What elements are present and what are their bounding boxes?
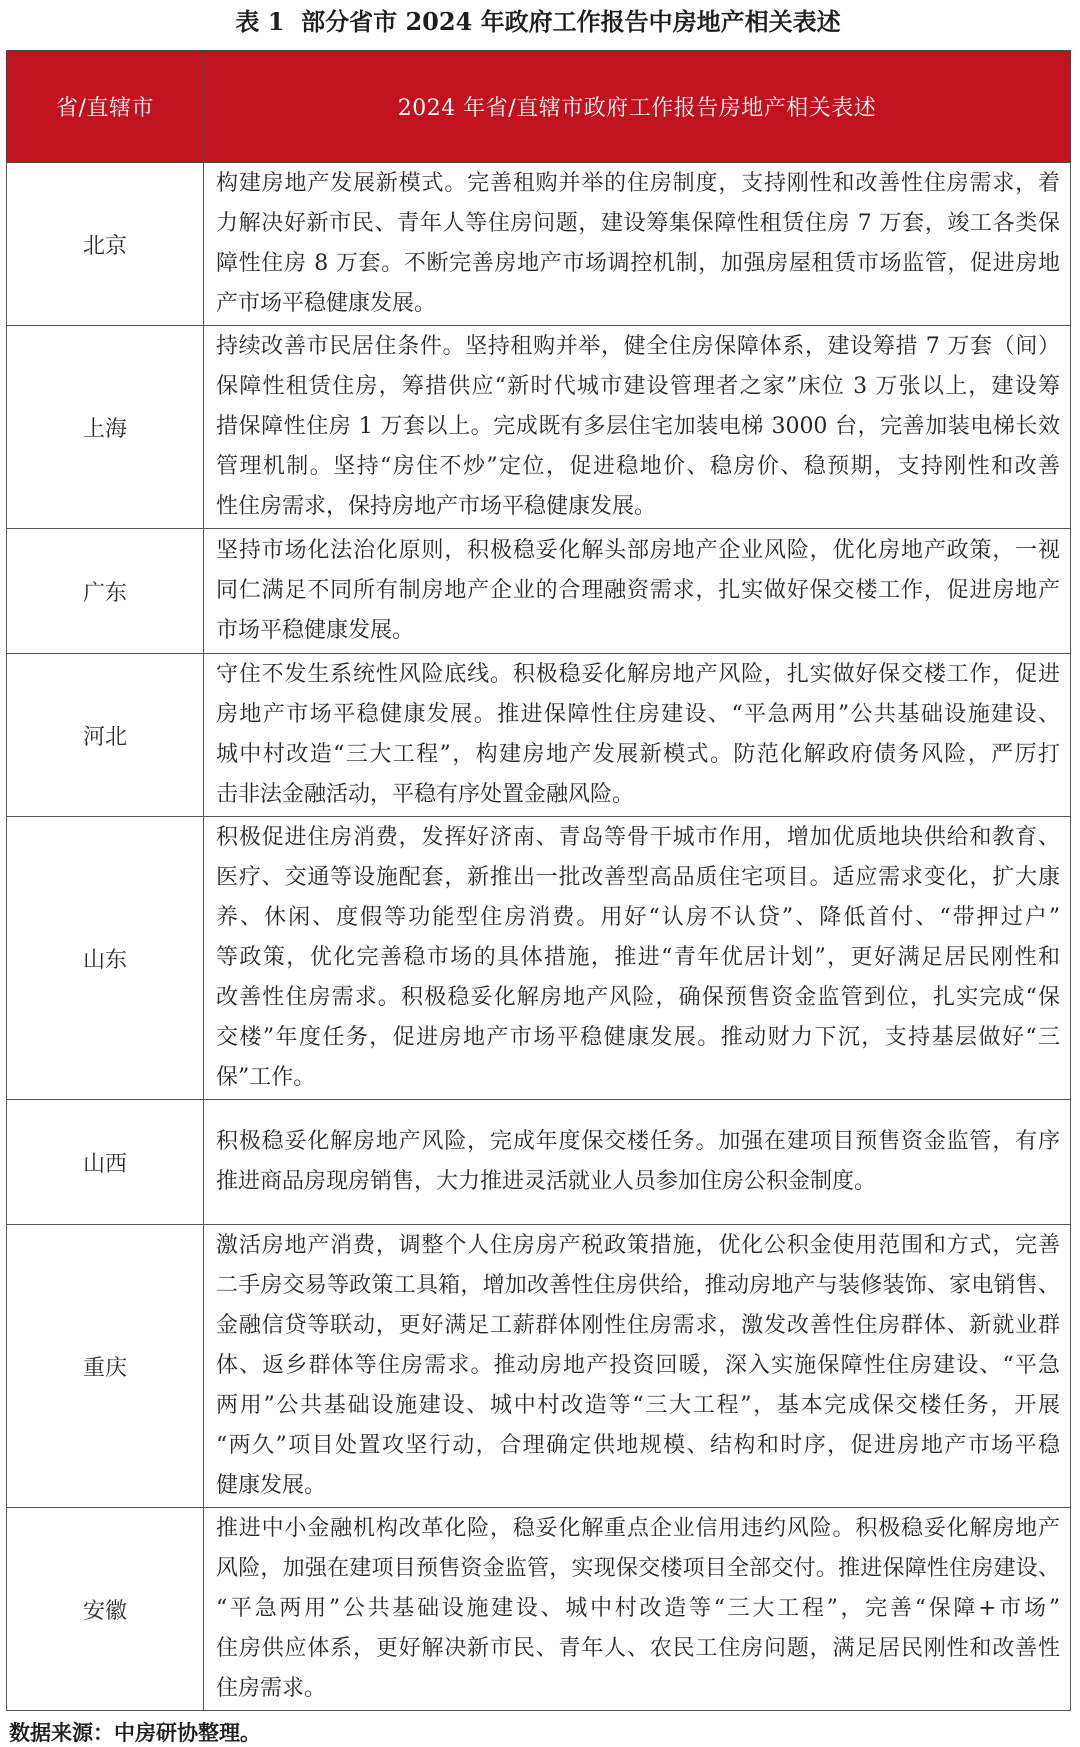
table-row <box>7 1225 1071 1508</box>
description-line: 障性住房 8 万套。不断完善房地产市场调控机制，加强房屋租赁市场监管，促进房地 <box>216 251 1060 276</box>
description-line: 推进中小金融机构改革化险，稳妥化解重点企业信用违约风险。积极稳妥化解房地产 <box>216 1516 1060 1541</box>
description-line: 健康发展。 <box>216 1473 327 1498</box>
description-line: 坚持市场化法治化原则，积极稳妥化解头部房地产企业风险，优化房地产政策，一视 <box>216 538 1060 563</box>
description-line: 推进商品房现房销售，大力推进灵活就业人员参加住房公积金制度。 <box>216 1169 877 1194</box>
description-line: 金融信贷等联动，更好满足工薪群体刚性住房需求，激发改善性住房群体、新就业群 <box>216 1313 1060 1338</box>
table-row <box>7 654 1071 817</box>
description-line: 住房供应体系，更好解决新市民、青年人、农民工住房问题，满足居民刚性和改善性 <box>216 1636 1060 1661</box>
description-line: 积极稳妥化解房地产风险，完成年度保交楼任务。加强在建项目预售资金监管，有序 <box>216 1129 1060 1154</box>
table-header <box>7 51 1071 163</box>
description-line: 同仁满足不同所有制房地产企业的合理融资需求，扎实做好保交楼工作，促进房地产 <box>216 578 1060 603</box>
description-line: 产市场平稳健康发展。 <box>216 291 437 316</box>
table-row <box>7 529 1071 654</box>
description-cell <box>204 326 1071 529</box>
province-cell: 上海 <box>7 326 204 529</box>
header-description: 2024 年省/直辖市政府工作报告房地产相关表述 <box>204 51 1071 163</box>
province-cell: 河北 <box>7 654 204 817</box>
description-line: 持续改善市民居住条件。坚持租购并举，健全住房保障体系，建设筹措 7 万套（间） <box>216 334 1060 359</box>
table-row <box>7 817 1071 1100</box>
description-line: 守住不发生系统性风险底线。积极稳妥化解房地产风险，扎实做好保交楼工作，促进 <box>216 662 1060 687</box>
province-cell: 广东 <box>7 529 204 654</box>
description-line: 激活房地产消费，调整个人住房房产税政策措施，优化公积金使用范围和方式，完善 <box>216 1233 1060 1258</box>
description-line: “平急两用”公共基础设施建设、城中村改造等“三大工程”，完善“保障+市场” <box>216 1596 1060 1621</box>
table-row <box>7 163 1071 326</box>
description-line: 医疗、交通等设施配套，新推出一批改善型高品质住宅项目。适应需求变化，扩大康 <box>216 865 1060 890</box>
table-row <box>7 1100 1071 1225</box>
header-row <box>7 51 1071 163</box>
data-source-note: 数据来源：中房研协整理。 <box>9 1721 261 1745</box>
description-line: 风险，加强在建项目预售资金监管，实现保交楼项目全部交付。推进保障性住房建设、 <box>216 1556 1060 1581</box>
description-line: 等政策，优化完善稳市场的具体措施，推进“青年优居计划”，更好满足居民刚性和 <box>216 945 1060 970</box>
description-line: 市场平稳健康发展。 <box>216 618 415 643</box>
description-line: 保”工作。 <box>216 1065 316 1090</box>
province-cell: 安徽 <box>7 1508 204 1711</box>
table-row <box>7 1508 1071 1711</box>
description-cell <box>204 1508 1071 1711</box>
header-province: 省/直辖市 <box>7 51 204 163</box>
province-cell: 重庆 <box>7 1225 204 1508</box>
description-line: 力解决好新市民、青年人等住房问题，建设筹集保障性租赁住房 7 万套，竣工各类保 <box>216 211 1060 236</box>
table-title: 表 1 部分省市 2024 年政府工作报告中房地产相关表述 <box>235 7 841 36</box>
description-line: 改善性住房需求。积极稳妥化解房地产风险，确保预售资金监管到位，扎实完成“保 <box>216 985 1060 1010</box>
description-cell <box>204 817 1071 1100</box>
description-line: 交楼”年度任务，促进房地产市场平稳健康发展。推动财力下沉，支持基层做好“三 <box>216 1025 1060 1050</box>
description-line: 房地产市场平稳健康发展。推进保障性住房建设、“平急两用”公共基础设施建设、 <box>216 702 1060 727</box>
description-cell <box>204 654 1071 817</box>
table-body <box>7 163 1071 1711</box>
description-line: 二手房交易等政策工具箱，增加改善性住房供给，推动房地产与装修装饰、家电销售、 <box>216 1273 1060 1298</box>
description-line: 构建房地产发展新模式。完善租购并举的住房制度，支持刚性和改善性住房需求，着 <box>216 171 1060 196</box>
description-line: 两用”公共基础设施建设、城中村改造等“三大工程”，基本完成保交楼任务，开展 <box>216 1393 1060 1418</box>
description-line: 性住房需求，保持房地产市场平稳健康发展。 <box>216 494 657 519</box>
description-cell <box>204 1225 1071 1508</box>
description-line: 保障性租赁住房，筹措供应“新时代城市建设管理者之家”床位 3 万张以上，建设筹 <box>216 374 1060 399</box>
description-line: “两久”项目处置攻坚行动，合理确定供地规模、结构和时序，促进房地产市场平稳 <box>216 1433 1060 1458</box>
province-cell: 北京 <box>7 163 204 326</box>
description-line: 管理机制。坚持“房住不炒”定位，促进稳地价、稳房价、稳预期，支持刚性和改善 <box>216 454 1060 479</box>
province-cell: 山东 <box>7 817 204 1100</box>
description-cell <box>204 1100 1071 1225</box>
description-line: 措保障性住房 1 万套以上。完成既有多层住宅加装电梯 3000 台，完善加装电梯长效 <box>216 414 1060 439</box>
description-cell <box>204 163 1071 326</box>
description-line: 体、返乡群体等住房需求。推动房地产投资回暖，深入实施保障性住房建设、“平急 <box>216 1353 1060 1378</box>
description-line: 击非法金融活动，平稳有序处置金融风险。 <box>216 782 635 807</box>
table-row <box>7 326 1071 529</box>
province-cell: 山西 <box>7 1100 204 1225</box>
description-line: 住房需求。 <box>216 1676 327 1701</box>
description-line: 养、休闲、度假等功能型住房消费。用好“认房不认贷”、降低首付、“带押过户” <box>216 905 1060 930</box>
description-line: 积极促进住房消费，发挥好济南、青岛等骨干城市作用，增加优质地块供给和教育、 <box>216 825 1060 850</box>
description-line: 城中村改造“三大工程”，构建房地产发展新模式。防范化解政府债务风险，严厉打 <box>216 742 1060 767</box>
policy-table <box>6 50 1071 1711</box>
description-cell <box>204 529 1071 654</box>
